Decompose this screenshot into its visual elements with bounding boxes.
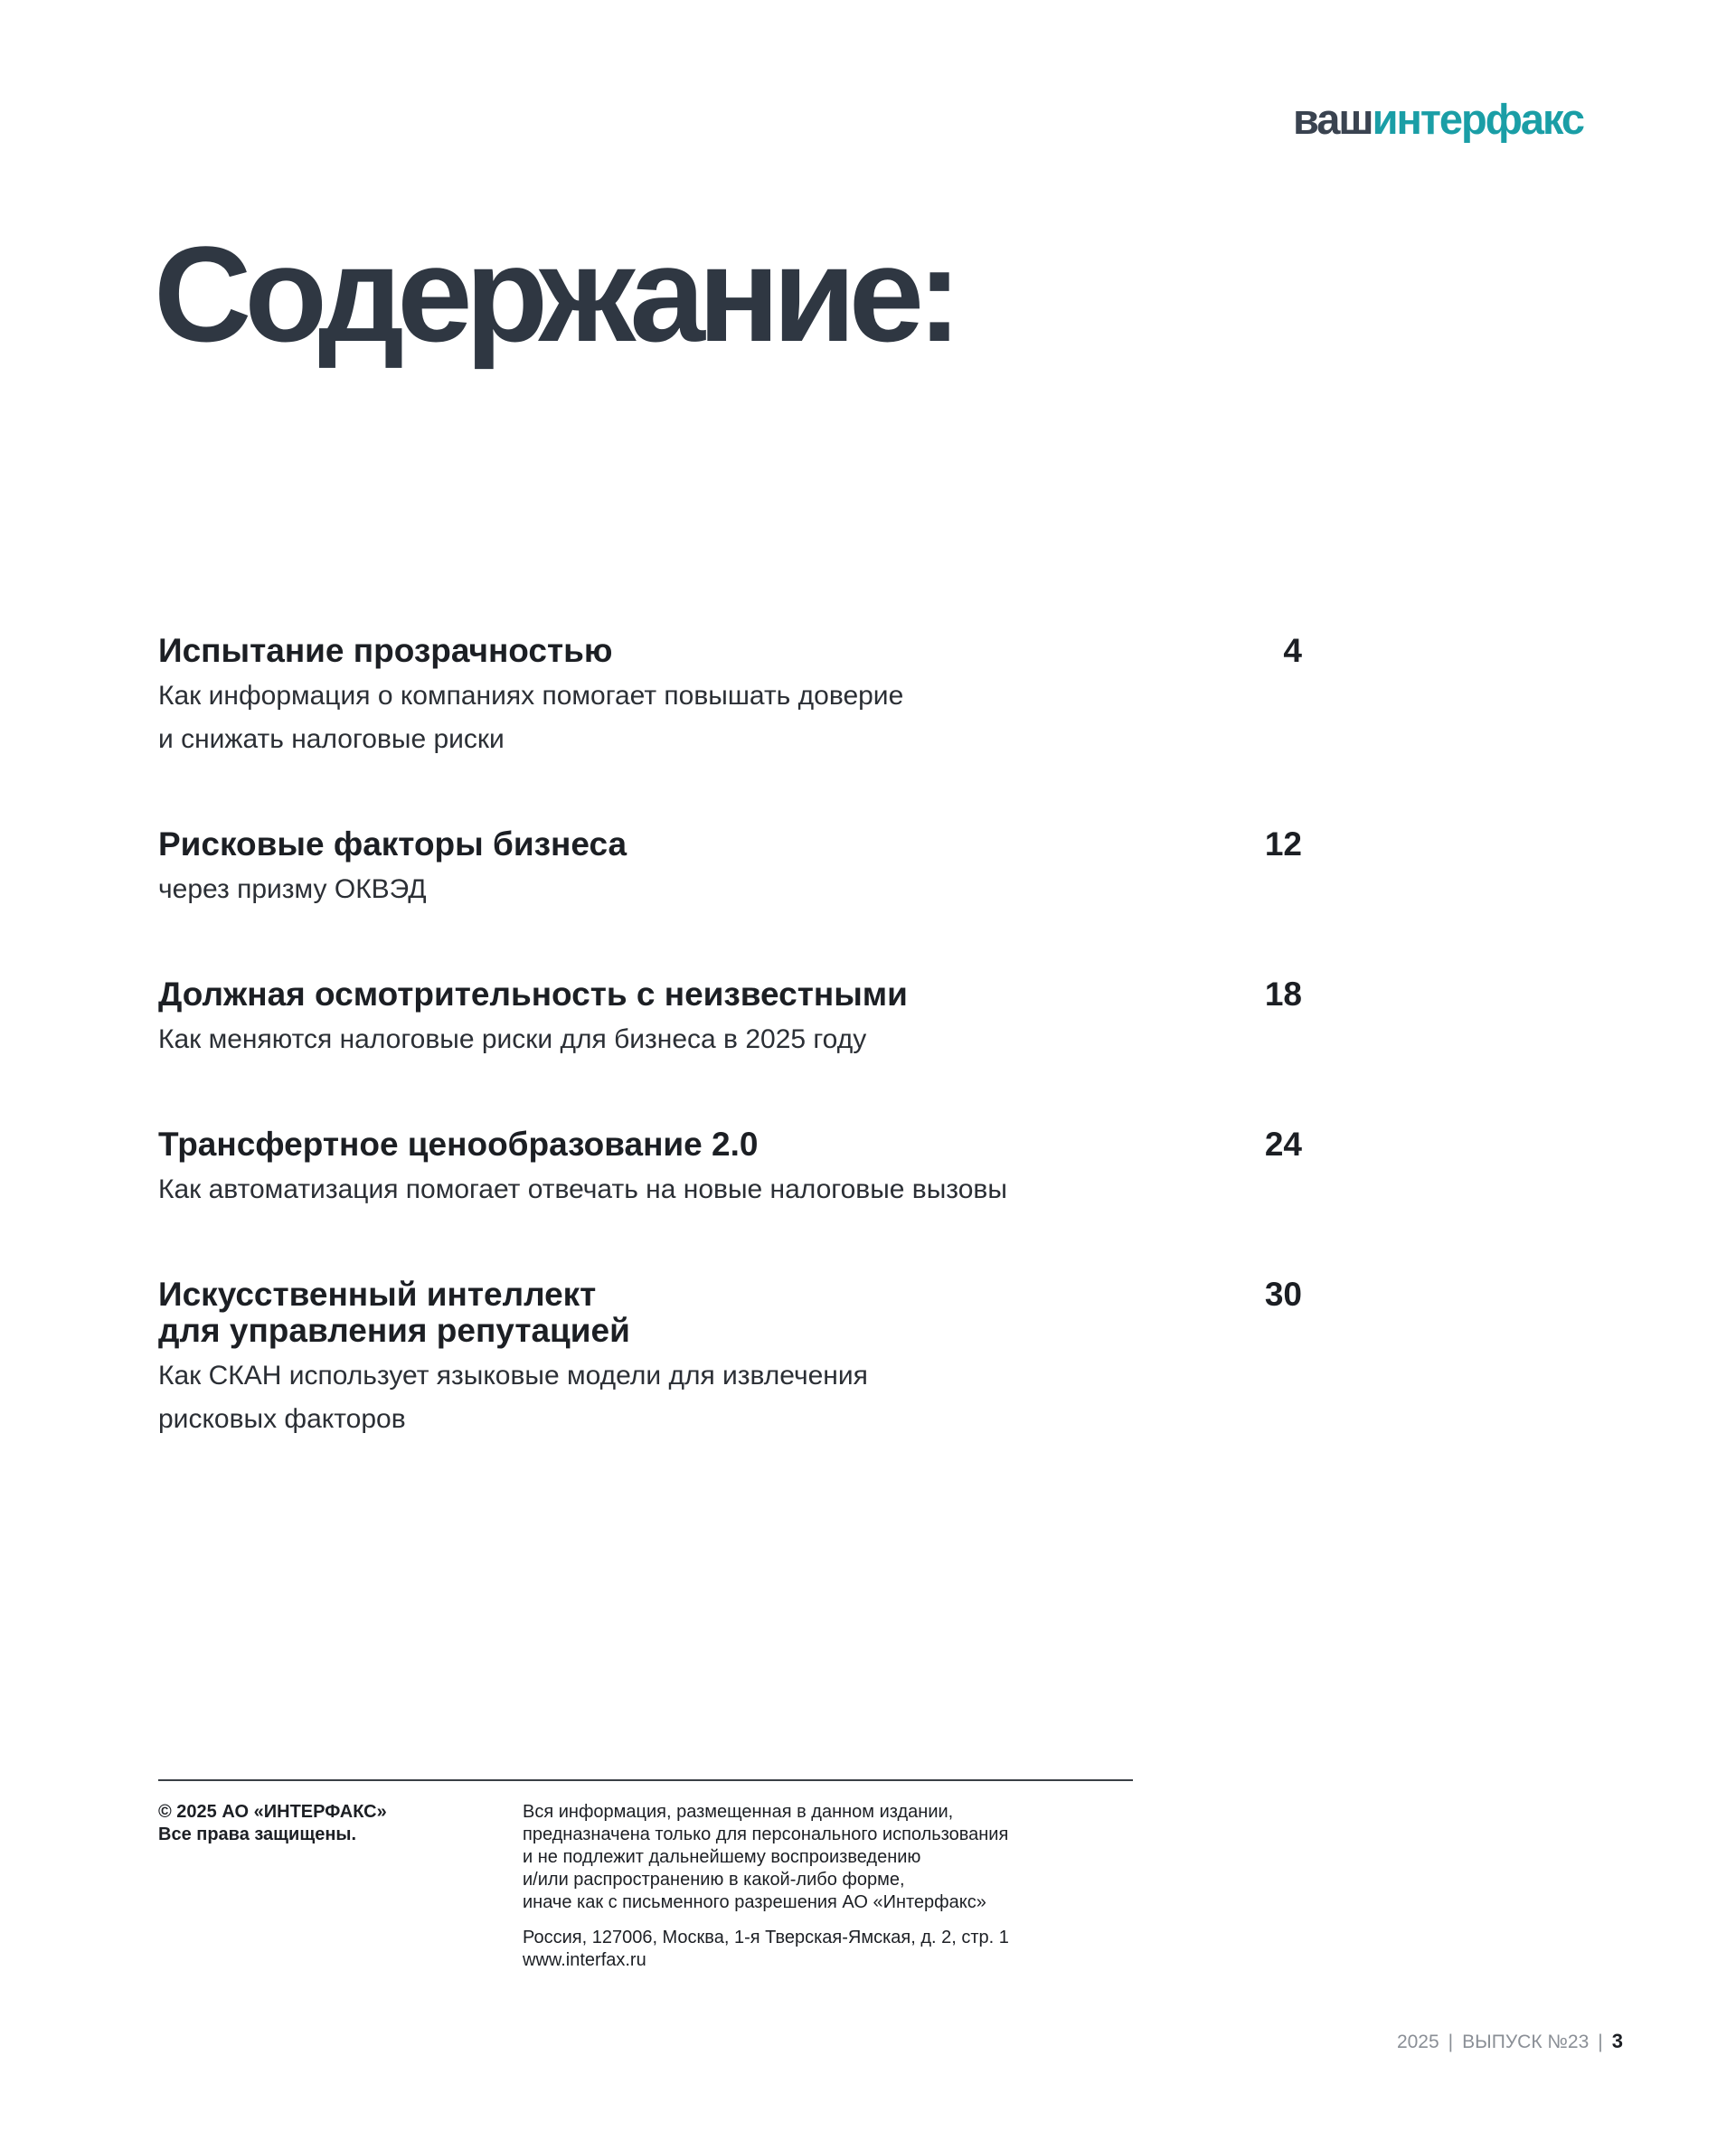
footer-divider	[158, 1779, 1133, 1781]
toc-item[interactable]	[158, 976, 1302, 1061]
toc-item-subtitle: Как меняются налоговые риски для бизнеса в 2025 году	[158, 1024, 867, 1054]
toc-item-page: 30	[1264, 1276, 1302, 1313]
website-link[interactable]: www.interfax.ru	[523, 1950, 646, 1970]
legal-notice	[523, 1801, 1009, 1972]
logo-part-a: ваш	[1293, 95, 1373, 143]
toc-item[interactable]	[158, 1277, 1302, 1441]
copyright-line: © 2025 АО «ИНТЕРФАКС»	[158, 1802, 387, 1822]
page-title: Содержание:	[154, 218, 956, 370]
toc-item-subtitle: Как СКАН использует языковые модели для извлечения рисковых факторов	[158, 1361, 868, 1434]
toc-item-title: Трансфертное ценообразование 2.0	[158, 1126, 759, 1163]
page-number: 3	[1611, 2030, 1623, 2052]
legal-line: Вся информация, размещенная в данном издании,	[523, 1802, 954, 1822]
legal-line: предназначена только для персонального использования	[523, 1825, 1009, 1844]
footer-issue: ВЫПУСК №23	[1462, 2032, 1590, 2052]
toc-item-page: 12	[1264, 825, 1302, 863]
legal-line: иначе как с письменного разрешения АО «Интерфакс»	[523, 1892, 986, 1912]
legal-line: и не подлежит дальнейшему воспроизведению	[523, 1847, 921, 1867]
toc-item-title: Искусственный интеллект для управления репутацией	[158, 1276, 630, 1349]
address: Россия, 127006, Москва, 1-я Тверская-Ямская, д. 2, стр. 1	[523, 1928, 1009, 1947]
footer-separator: |	[1448, 2032, 1454, 2052]
copyright-block	[158, 1801, 387, 1846]
toc-item[interactable]	[158, 826, 1302, 911]
toc-item-page: 18	[1264, 976, 1302, 1013]
page-footer	[1397, 2030, 1623, 2054]
toc-item-subtitle: Как автоматизация помогает отвечать на новые налоговые вызовы	[158, 1174, 1007, 1204]
legal-line: и/или распространению в какой-либо форме,	[523, 1870, 905, 1890]
toc-item-subtitle: Как информация о компаниях помогает повышать доверие и снижать налоговые риски	[158, 681, 904, 754]
toc-item-title: Рисковые факторы бизнеса	[158, 825, 627, 863]
rights-reserved-line: Все права защищены.	[158, 1825, 357, 1844]
toc-item-title: Должная осмотрительность с неизвестными	[158, 976, 908, 1013]
toc-item-subtitle: через призму ОКВЭД	[158, 874, 427, 904]
toc-item[interactable]	[158, 633, 1302, 761]
logo-part-b: интерфакс	[1372, 95, 1584, 143]
table-of-contents	[158, 633, 1302, 1506]
toc-item-page: 4	[1283, 632, 1302, 669]
logo	[1293, 95, 1584, 143]
footer-year: 2025	[1396, 2032, 1439, 2052]
toc-item-page: 24	[1264, 1126, 1302, 1163]
toc-item-title: Испытание прозрачностью	[158, 632, 613, 669]
footer-separator: |	[1598, 2032, 1603, 2052]
toc-item[interactable]	[158, 1127, 1302, 1212]
